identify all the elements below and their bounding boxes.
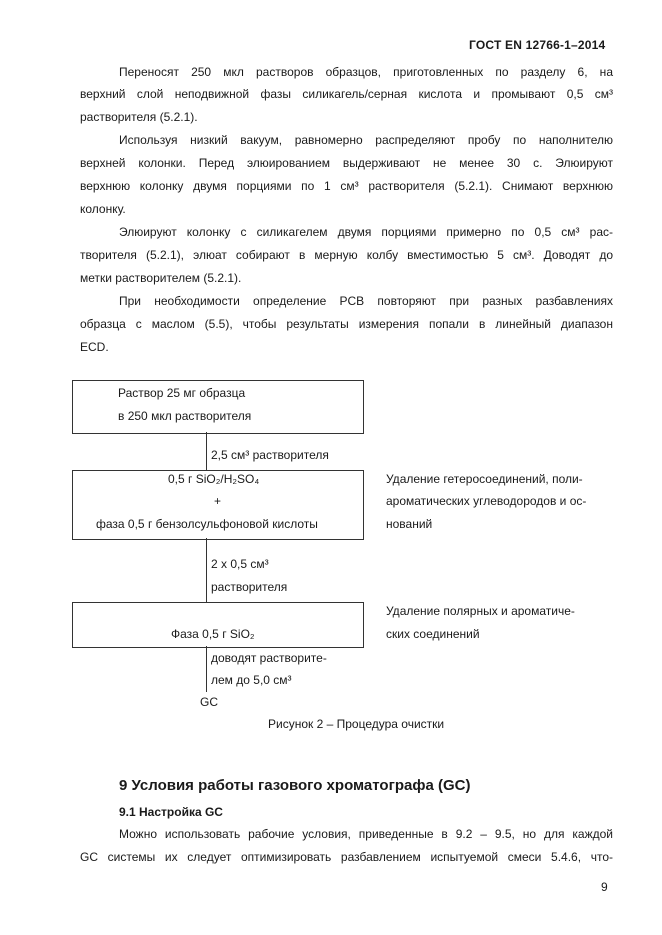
paragraph-3-line-2: творителя (5.2.1), элюат собирают в мерную колбу вместимостью 5 см³. Доводят до: [80, 248, 613, 262]
flow-step-solvent: 2,5 см³ растворителя: [211, 448, 329, 462]
flow-box-silica-acid-line-3: фаза 0,5 г бензолсульфоновой кислоты: [96, 517, 318, 531]
document-header: ГОСТ EN 12766-1–2014: [469, 38, 606, 52]
paragraph-2-line-3: верхнюю колонку двумя порциями по 1 см³ растворителя (5.2.1). Снимают верхнюю: [80, 179, 613, 193]
paragraph-2-line-1: Используя низкий вакуум, равномерно распределяют пробу по наполнителю: [119, 133, 613, 147]
flow-step-dilute-line-1: доводят растворите-: [211, 651, 327, 665]
page-number: 9: [601, 880, 608, 894]
flow-end-gc: GC: [200, 695, 218, 709]
flow-box-silica-acid-line-2: +: [214, 494, 222, 508]
flow-step-portions-line-2: растворителя: [211, 580, 288, 594]
flow-box-sample-line-2: в 250 мкл растворителя: [118, 409, 252, 423]
flow-note-removal-2-line-1: Удаление полярных и ароматиче-: [386, 604, 575, 618]
paragraph-1-line-2: верхний слой неподвижной фазы силикагель/серная кислота и промывают 0,5 см³: [80, 87, 613, 101]
figure-caption: Рисунок 2 – Процедура очистки: [268, 717, 445, 731]
section-line-2: GC системы их следует оптимизировать разбавлением испытуемой смеси 5.4.6, что-: [80, 850, 613, 864]
paragraph-2-line-2: верхней колонки. Перед элюированием выдерживают не менее 30 с. Элюируют: [80, 156, 613, 170]
paragraph-4-line-3: ECD.: [80, 340, 109, 354]
paragraph-4-line-2: образца с маслом (5.5), чтобы результаты измерения попали в линейный диапазон: [80, 317, 613, 331]
paragraph-1-line-1: Переносят 250 мкл растворов образцов, приготовленных по разделу 6, на: [119, 65, 613, 79]
flow-note-removal-1-line-2: ароматических углеводородов и ос-: [386, 494, 587, 508]
paragraph-3-line-1: Элюируют колонку с силикагелем двумя порциями примерно по 0,5 см³ рас-: [119, 225, 613, 239]
paragraph-3-line-3: метки растворителем (5.2.1).: [80, 271, 242, 285]
flow-box-silica-acid-line-1: 0,5 г SiO₂/H₂SO₄: [168, 472, 260, 486]
flow-connector-1: [206, 432, 207, 470]
paragraph-4-line-1: При необходимости определение PCB повторяют при разных разбавлениях: [119, 294, 613, 308]
flow-note-removal-1-line-1: Удаление гетеросоединений, поли-: [386, 472, 583, 486]
subsection-heading: 9.1 Настройка GC: [119, 805, 223, 819]
flow-box-silica: [72, 602, 364, 648]
flow-box-sample-line-1: Раствор 25 мг образца: [118, 386, 246, 400]
flow-note-removal-2-line-2: ских соединений: [386, 627, 480, 641]
paragraph-1-line-3: растворителя (5.2.1).: [80, 110, 198, 124]
flow-step-portions-line-1: 2 х 0,5 см³: [211, 557, 269, 571]
flow-note-removal-1-line-3: нований: [386, 517, 433, 531]
section-line-1: Можно использовать рабочие условия, приведенные в 9.2 – 9.5, но для каждой: [119, 827, 613, 841]
section-heading: 9 Условия работы газового хроматографа (GC): [119, 777, 471, 794]
flow-step-dilute-line-2: лем до 5,0 см³: [211, 673, 292, 687]
flow-connector-2: [206, 538, 207, 602]
flow-box-silica-text: Фаза 0,5 г SiO₂: [171, 627, 255, 641]
flow-connector-3: [206, 646, 207, 692]
paragraph-2-line-4: колонку.: [80, 202, 126, 216]
